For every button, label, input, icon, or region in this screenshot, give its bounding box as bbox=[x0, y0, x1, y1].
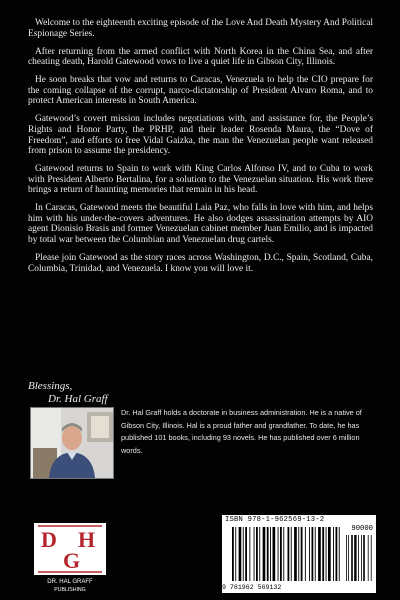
logo-letter-h: H bbox=[78, 527, 96, 552]
signature-name: Dr. Hal Graff bbox=[48, 393, 108, 405]
blurb-paragraph-3: He soon breaks that vow and returns to Caracas, Venezuela to help the CIO prepare for the coming collapse of the corrupt, narco-dictatorship of President Alvaro Roma, and to protect American interests in South America. bbox=[28, 75, 373, 107]
blurb-paragraph-1: Welcome to the eighteenth exciting episode of the Love And Death Mystery And Political Espionage Series. bbox=[28, 18, 373, 39]
logo-publisher-name: DR. HAL GRAFF bbox=[47, 579, 93, 585]
signature bbox=[28, 380, 108, 406]
blurb-paragraph-2: After returning from the armed conflict with North Korea in the China Sea, and after cheating death, Harold Gatewood vows to live a quiet life in Gibson City, Illinois. bbox=[28, 46, 373, 68]
blurb-paragraph-5: Gatewood returns to Spain to work with King Carlos Alfonso IV, and to Cuba to work with President Alberto Bertalina, for a solution to the Venezuelan situation. His work there brings a return of haunting memories that remain in his head. bbox=[28, 164, 373, 196]
isbn-text: ISBN 978-1-962569-13-2 bbox=[225, 516, 325, 524]
logo-letter-d: D bbox=[41, 527, 57, 552]
barcode-bars bbox=[222, 515, 376, 593]
author-bio: Dr. Hal Graff holds a doctorate in business administration. He is a native of Gibson City, Illinois. Hal is a proud father and grandfather. To date, he has published 101 books, including 93 novels. He has published over 6 million words. bbox=[121, 408, 362, 455]
logo-letter-g: G bbox=[63, 548, 81, 573]
signature-greeting: Blessings, bbox=[28, 380, 73, 392]
author-portrait-icon bbox=[31, 408, 113, 478]
price-code: 90000 bbox=[351, 525, 373, 533]
blurb-paragraph-7: Please join Gatewood as the story races across Washington, D.C., Spain, Scotland, Cuba, Columbia, Trinidad, and Venezuela. I know you will love it. bbox=[28, 253, 373, 274]
logo-publisher-type: PUBLISHING bbox=[54, 587, 86, 593]
publisher-logo bbox=[22, 522, 118, 594]
blurb-paragraph-4: Gatewood’s covert mission includes negotiations with, and assistance for, the People’s Rights and Honor Party, the PRHP, and their leader Rosenda Maura, the “Dove of Freedom”, and efforts to free Vidal Gaizka, the man the Venezuelan people want released from prison to assume the presidency. bbox=[28, 114, 373, 157]
author-photo bbox=[30, 407, 114, 479]
blurb-text bbox=[28, 18, 373, 282]
isbn-barcode bbox=[222, 515, 376, 593]
blurb-paragraph-6: In Caracas, Gatewood meets the beautiful Laia Paz, who falls in love with him, and helps him with his under-the-covers adventures. He also dodges assassination attempts by AIO agent Dionisio Brasis and former Venezuelan cabinet member Juan Emilio, and is impacted by total war between the Columbian and Venezuelan drug cartels. bbox=[28, 203, 373, 246]
barcode-digits: 9 781962 569132 bbox=[222, 584, 282, 591]
